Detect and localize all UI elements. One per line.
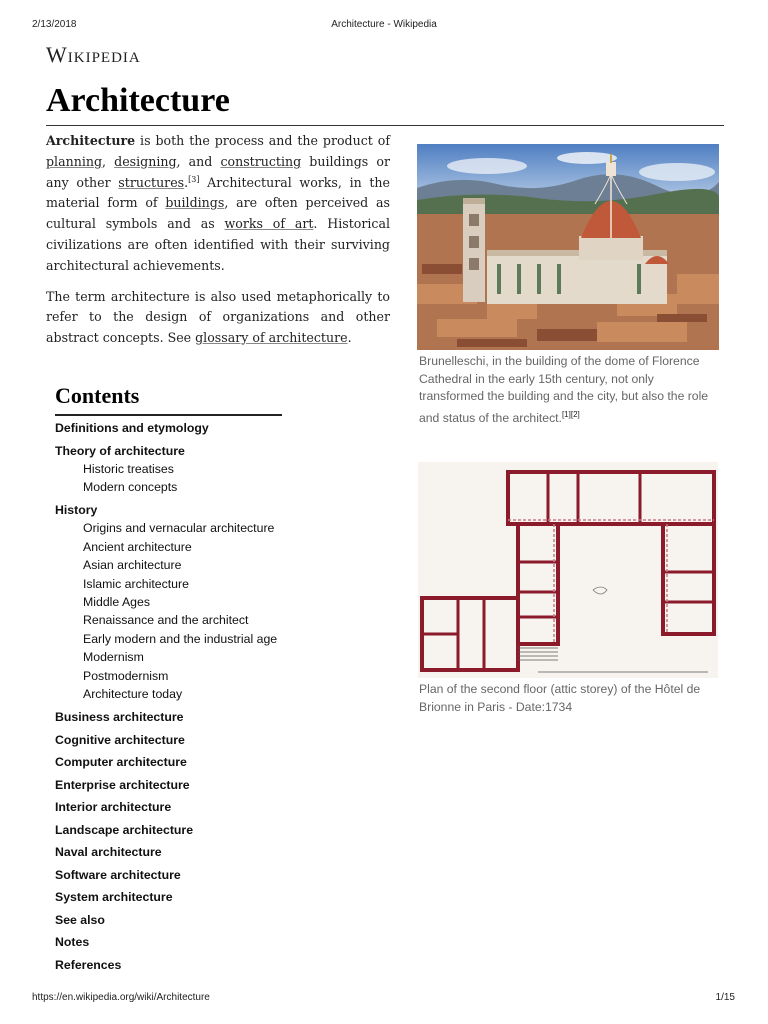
toc-item[interactable]: References <box>55 957 122 972</box>
toc-item[interactable]: Naval architecture <box>55 845 162 860</box>
toc-item[interactable]: Computer architecture <box>55 755 187 770</box>
intro-paragraph-1 <box>46 131 390 277</box>
toc-item[interactable]: Interior architecture <box>55 800 172 815</box>
citation-3[interactable]: [3] <box>188 174 200 184</box>
toc-subitem[interactable]: Modernism <box>83 650 144 665</box>
page-title: Architecture <box>46 82 230 119</box>
term-bold: Architecture <box>46 133 136 148</box>
citation-1-2[interactable]: [1][2] <box>561 409 580 419</box>
toc-subitem[interactable]: Ancient architecture <box>83 539 192 554</box>
print-date: 2/13/2018 <box>32 19 77 30</box>
toc-subitem[interactable]: Modern concepts <box>83 479 178 494</box>
toc-subitem[interactable]: Origins and vernacular architecture <box>83 521 275 536</box>
toc-subitem[interactable]: Early modern and the industrial age <box>83 631 278 646</box>
florence-cathedral-image[interactable] <box>417 144 719 350</box>
toc-item[interactable]: Landscape architecture <box>55 822 194 837</box>
intro-text <box>46 131 390 359</box>
table-of-contents <box>55 420 277 974</box>
wikipedia-wordmark: Wikipedia <box>46 42 141 67</box>
toc-item[interactable]: Software architecture <box>55 867 181 882</box>
toc-item[interactable]: Definitions and etymology <box>55 421 209 435</box>
text-run: . <box>184 174 189 190</box>
text-run: buildings or any other <box>46 153 390 190</box>
toc-item[interactable]: Cognitive architecture <box>55 732 185 747</box>
link-planning[interactable]: planning <box>46 153 103 169</box>
text-run: . Historical civilizations are often identified with their surviving architectural achievements. <box>46 216 390 273</box>
link-buildings[interactable]: buildings <box>165 195 225 211</box>
toc-item[interactable]: System architecture <box>55 890 173 905</box>
print-page-number: 1/15 <box>715 992 735 1003</box>
contents-heading: Contents <box>55 383 140 408</box>
title-divider <box>46 125 724 126</box>
caption-text: Brunelleschi, in the building of the dome of Florence Cathedral in the early 15th century, not only transformed the building and the city, but also the role and status of the architect. <box>419 354 709 425</box>
toc-item[interactable]: See also <box>55 912 105 927</box>
toc-subitem[interactable]: Postmodernism <box>83 668 169 683</box>
toc-subitem[interactable]: Islamic architecture <box>83 576 189 591</box>
toc-item[interactable]: History <box>55 503 98 518</box>
toc-subitem[interactable]: Middle Ages <box>83 594 150 609</box>
link-designing[interactable]: designing <box>114 153 177 169</box>
figure2-caption: Plan of the second floor (attic storey) of the Hôtel de Brionne in Paris - Date:1734 <box>419 682 701 714</box>
link-constructing[interactable]: constructing <box>220 153 302 169</box>
contents-divider <box>55 414 282 416</box>
toc-item[interactable]: Business architecture <box>55 710 184 725</box>
toc-item[interactable]: Theory of architecture <box>55 443 185 458</box>
text-run: , <box>102 153 115 169</box>
intro-paragraph-2 <box>46 287 390 349</box>
text-run: Architectural works, in the material form of <box>46 174 390 211</box>
toc-subitem[interactable]: Historic treatises <box>83 461 174 476</box>
text-run: . <box>347 330 352 346</box>
wikipedia-logo[interactable] <box>46 42 141 68</box>
toc-item[interactable]: Enterprise architecture <box>55 777 190 792</box>
text-run: , and <box>176 153 221 169</box>
text-run: is both the process and the product of <box>135 133 390 148</box>
figure1-caption <box>419 353 719 427</box>
link-works-of-art[interactable]: works of art <box>224 216 314 232</box>
print-page-title: Architecture - Wikipedia <box>331 19 437 30</box>
text-run: , are often perceived as cultural symbols and as <box>46 195 390 232</box>
text-run: The term architecture is also used metaphorically to refer to the design of organizations and other abstract concepts. See <box>46 288 390 346</box>
link-structures[interactable]: structures <box>118 174 185 190</box>
floor-plan-image[interactable] <box>418 462 718 678</box>
print-url: https://en.wikipedia.org/wiki/Architecture <box>32 992 210 1003</box>
link-glossary[interactable]: glossary of architecture <box>195 330 348 346</box>
toc-subitem[interactable]: Architecture today <box>83 686 183 701</box>
toc-item[interactable]: Notes <box>55 935 90 950</box>
toc-subitem[interactable]: Renaissance and the architect <box>83 613 249 628</box>
toc-subitem[interactable]: Asian architecture <box>83 558 182 573</box>
